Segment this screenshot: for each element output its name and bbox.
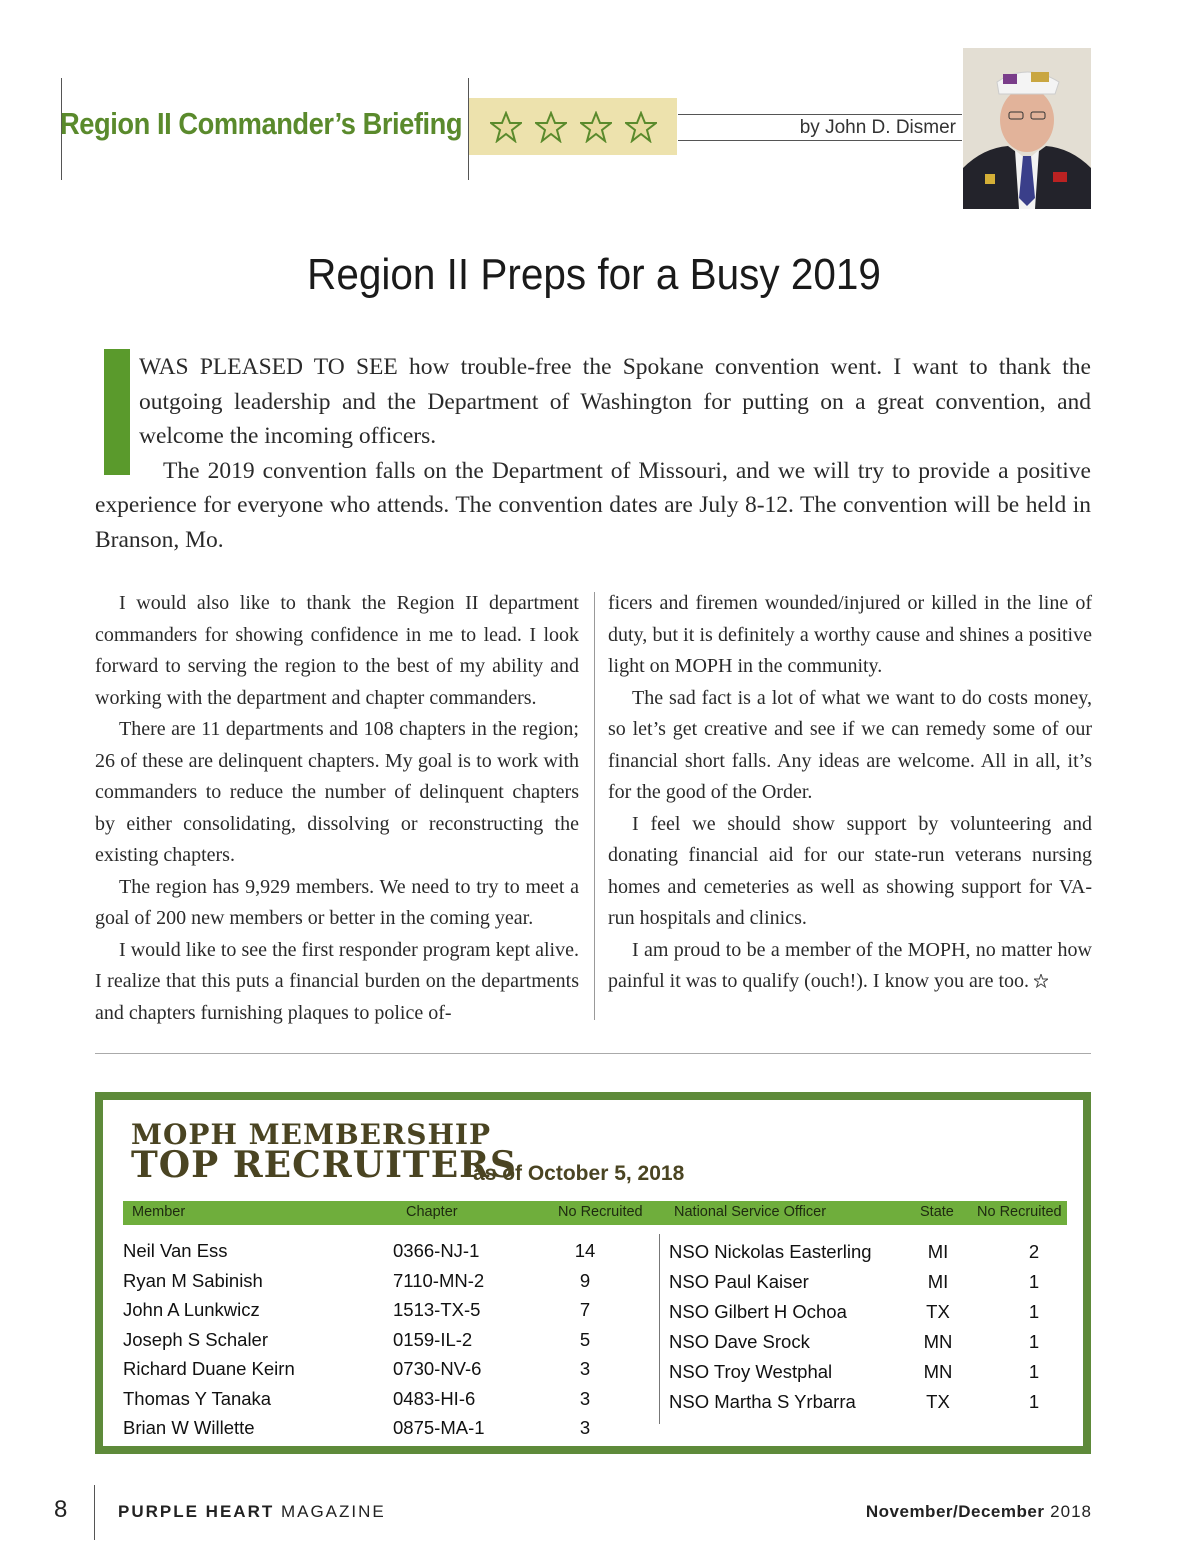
recruiters-date: as of October 5, 2018 — [473, 1162, 685, 1185]
author-portrait-image — [963, 48, 1091, 209]
recruiters-table-header — [123, 1201, 1067, 1225]
top-recruiters-box — [95, 1092, 1091, 1454]
member-name: Richard Duane Keirn — [123, 1358, 295, 1379]
member-name: Ryan M Sabinish — [123, 1269, 263, 1291]
nso-count: 2 — [1028, 1241, 1040, 1262]
magazine-name-rest: MAGAZINE — [274, 1502, 386, 1521]
star-icon — [490, 111, 522, 143]
end-mark-star-icon — [1034, 974, 1048, 988]
recruiters-title-line1: MOPH MEMBERSHIP — [131, 1118, 492, 1151]
member-count: 5 — [579, 1328, 591, 1350]
nso-state: MI — [927, 1241, 949, 1262]
nso-name: NSO Paul Kaiser — [669, 1271, 809, 1292]
intro-text — [95, 350, 1091, 557]
body-paragraph: ficers and firemen wounded/injured or killed in the line of duty, but it is definitely a worthy cause and shines a positive light on MOPH in the community. — [608, 592, 1092, 677]
member-chapter: 7110-MN-2 — [393, 1269, 485, 1291]
nso-state: TX — [926, 1301, 950, 1322]
member-chapter: 0366-NJ-1 — [393, 1240, 480, 1261]
closing-text: I am proud to be a member of the MOPH, no matter how painful it was to qualify (ouch!). I know you are too. — [608, 938, 1092, 992]
nso-name: NSO Troy Westphal — [669, 1361, 833, 1382]
issue-months: November/December — [865, 1502, 1045, 1521]
nso-name: NSO Nickolas Easterling — [669, 1241, 872, 1262]
nso-name: NSO Martha S Yrbarra — [669, 1391, 856, 1412]
body-paragraph: I feel we should show support by volunteering and donating financial aid for our state-run veterans nursing homes and cemeteries as well as showing support for VA-run hospitals and clinics. — [608, 812, 1092, 929]
member-name: Thomas Y Tanaka — [123, 1387, 272, 1409]
body-paragraph: There are 11 departments and 108 chapters in the region; 26 of these are delinquent chapters. My goal is to work with commanders to reduce the number of delinquent chapters by either consolidating, dissolving or reconstructing the existing chapters. — [95, 718, 579, 866]
table-divider — [659, 1234, 660, 1424]
body-paragraph-last — [608, 935, 1092, 998]
nso-count: 1 — [1028, 1301, 1040, 1322]
member-chapter: 1513-TX-5 — [393, 1299, 481, 1320]
author-photo — [963, 48, 1091, 209]
star-band — [469, 98, 677, 155]
article-headline: Region II Preps for a Busy 2019 — [307, 250, 881, 299]
body-paragraph: The sad fact is a lot of what we want to do costs money, so let’s get creative and see if we can remedy some of our financial short falls. Any ideas are welcome. All in all, it’s for the good of the Order. — [608, 686, 1092, 803]
section-title: Region II Commander’s Briefing — [60, 106, 463, 141]
member-chapter: 0875-MA-1 — [393, 1417, 485, 1438]
col-no-recruited: No Recruited — [558, 1204, 643, 1220]
member-name: Neil Van Ess — [123, 1240, 228, 1261]
nso-count: 1 — [1028, 1391, 1040, 1412]
byline: by John D. Dismer — [799, 117, 956, 138]
body-column-right — [608, 588, 1092, 998]
recruiters-title-line2: TOP RECRUITERS — [131, 1144, 518, 1186]
page-number: 8 — [54, 1496, 68, 1523]
member-count: 9 — [579, 1269, 591, 1291]
star-icon — [535, 111, 567, 143]
intro-paragraph-1 — [95, 350, 1091, 454]
nso-name: NSO Dave Srock — [669, 1331, 810, 1352]
magazine-name — [118, 1502, 386, 1522]
issue-year: 2018 — [1044, 1502, 1092, 1521]
nso-count: 1 — [1028, 1361, 1040, 1382]
member-count: 3 — [579, 1387, 591, 1409]
body-column-left — [95, 588, 579, 1029]
nso-state: MN — [923, 1331, 953, 1352]
member-name: Joseph S Schaler — [123, 1328, 269, 1350]
member-count: 7 — [579, 1299, 591, 1320]
nso-state: MN — [923, 1361, 953, 1382]
col-chapter: Chapter — [406, 1204, 458, 1220]
footer-rule — [94, 1485, 95, 1540]
member-name: Brian W Willette — [123, 1417, 255, 1438]
member-count: 3 — [579, 1417, 591, 1438]
col-member: Member — [132, 1204, 186, 1220]
recruiters-title — [131, 1118, 518, 1186]
col-nso: National Service Officer — [674, 1204, 827, 1220]
nso-name: NSO Gilbert H Ochoa — [669, 1301, 847, 1322]
member-chapter: 0483-HI-6 — [393, 1387, 476, 1409]
star-icon — [625, 111, 657, 143]
body-paragraph: I would like to see the first responder program kept alive. I realize that this puts a financial burden on the departments and chapters furnishing plaques to police of- — [95, 938, 579, 1024]
issue-date — [866, 1502, 1092, 1522]
intro-paragraph-2: The 2019 convention falls on the Department of Missouri, and we will try to provide a positive experience for everyone who attends. The convention dates are July 8-12. The convention will be held in Branson, Mo. — [95, 457, 1091, 553]
nso-state: TX — [926, 1391, 950, 1412]
header-rule-bottom — [678, 140, 962, 141]
body-paragraph: The region has 9,929 members. We need to try to meet a goal of 200 new members or better in the coming year. — [95, 875, 579, 929]
header-rule-top — [678, 114, 962, 115]
star-icon — [580, 111, 612, 143]
nso-state: MI — [927, 1271, 949, 1292]
member-name: John A Lunkwicz — [123, 1299, 260, 1320]
member-chapter: 0159-IL-2 — [393, 1328, 473, 1350]
member-count: 3 — [579, 1358, 591, 1379]
intro-lead-in: WAS PLEASED TO SEE — [139, 354, 398, 380]
col-nso-recruited: No Recruited — [977, 1204, 1062, 1220]
nso-count: 1 — [1028, 1271, 1040, 1292]
nso-count: 1 — [1028, 1331, 1040, 1352]
section-separator — [95, 1053, 1091, 1054]
member-chapter: 0730-NV-6 — [393, 1358, 482, 1379]
column-divider — [594, 592, 595, 1020]
intro-paragraph-1-text: how trouble-free the Spokane convention went. I want to thank the outgoing leadership and the Department of Washington for putting on a great convention, and welcome the incoming officers. — [139, 354, 1091, 449]
body-paragraph: I would also like to thank the Region II department commanders for showing confidence in me to lead. I look forward to serving the region to the best of my ability and working with the department and chapter commanders. — [95, 592, 579, 709]
col-state: State — [920, 1204, 954, 1220]
member-count: 14 — [574, 1240, 596, 1261]
magazine-name-bold: PURPLE HEART — [118, 1502, 275, 1521]
